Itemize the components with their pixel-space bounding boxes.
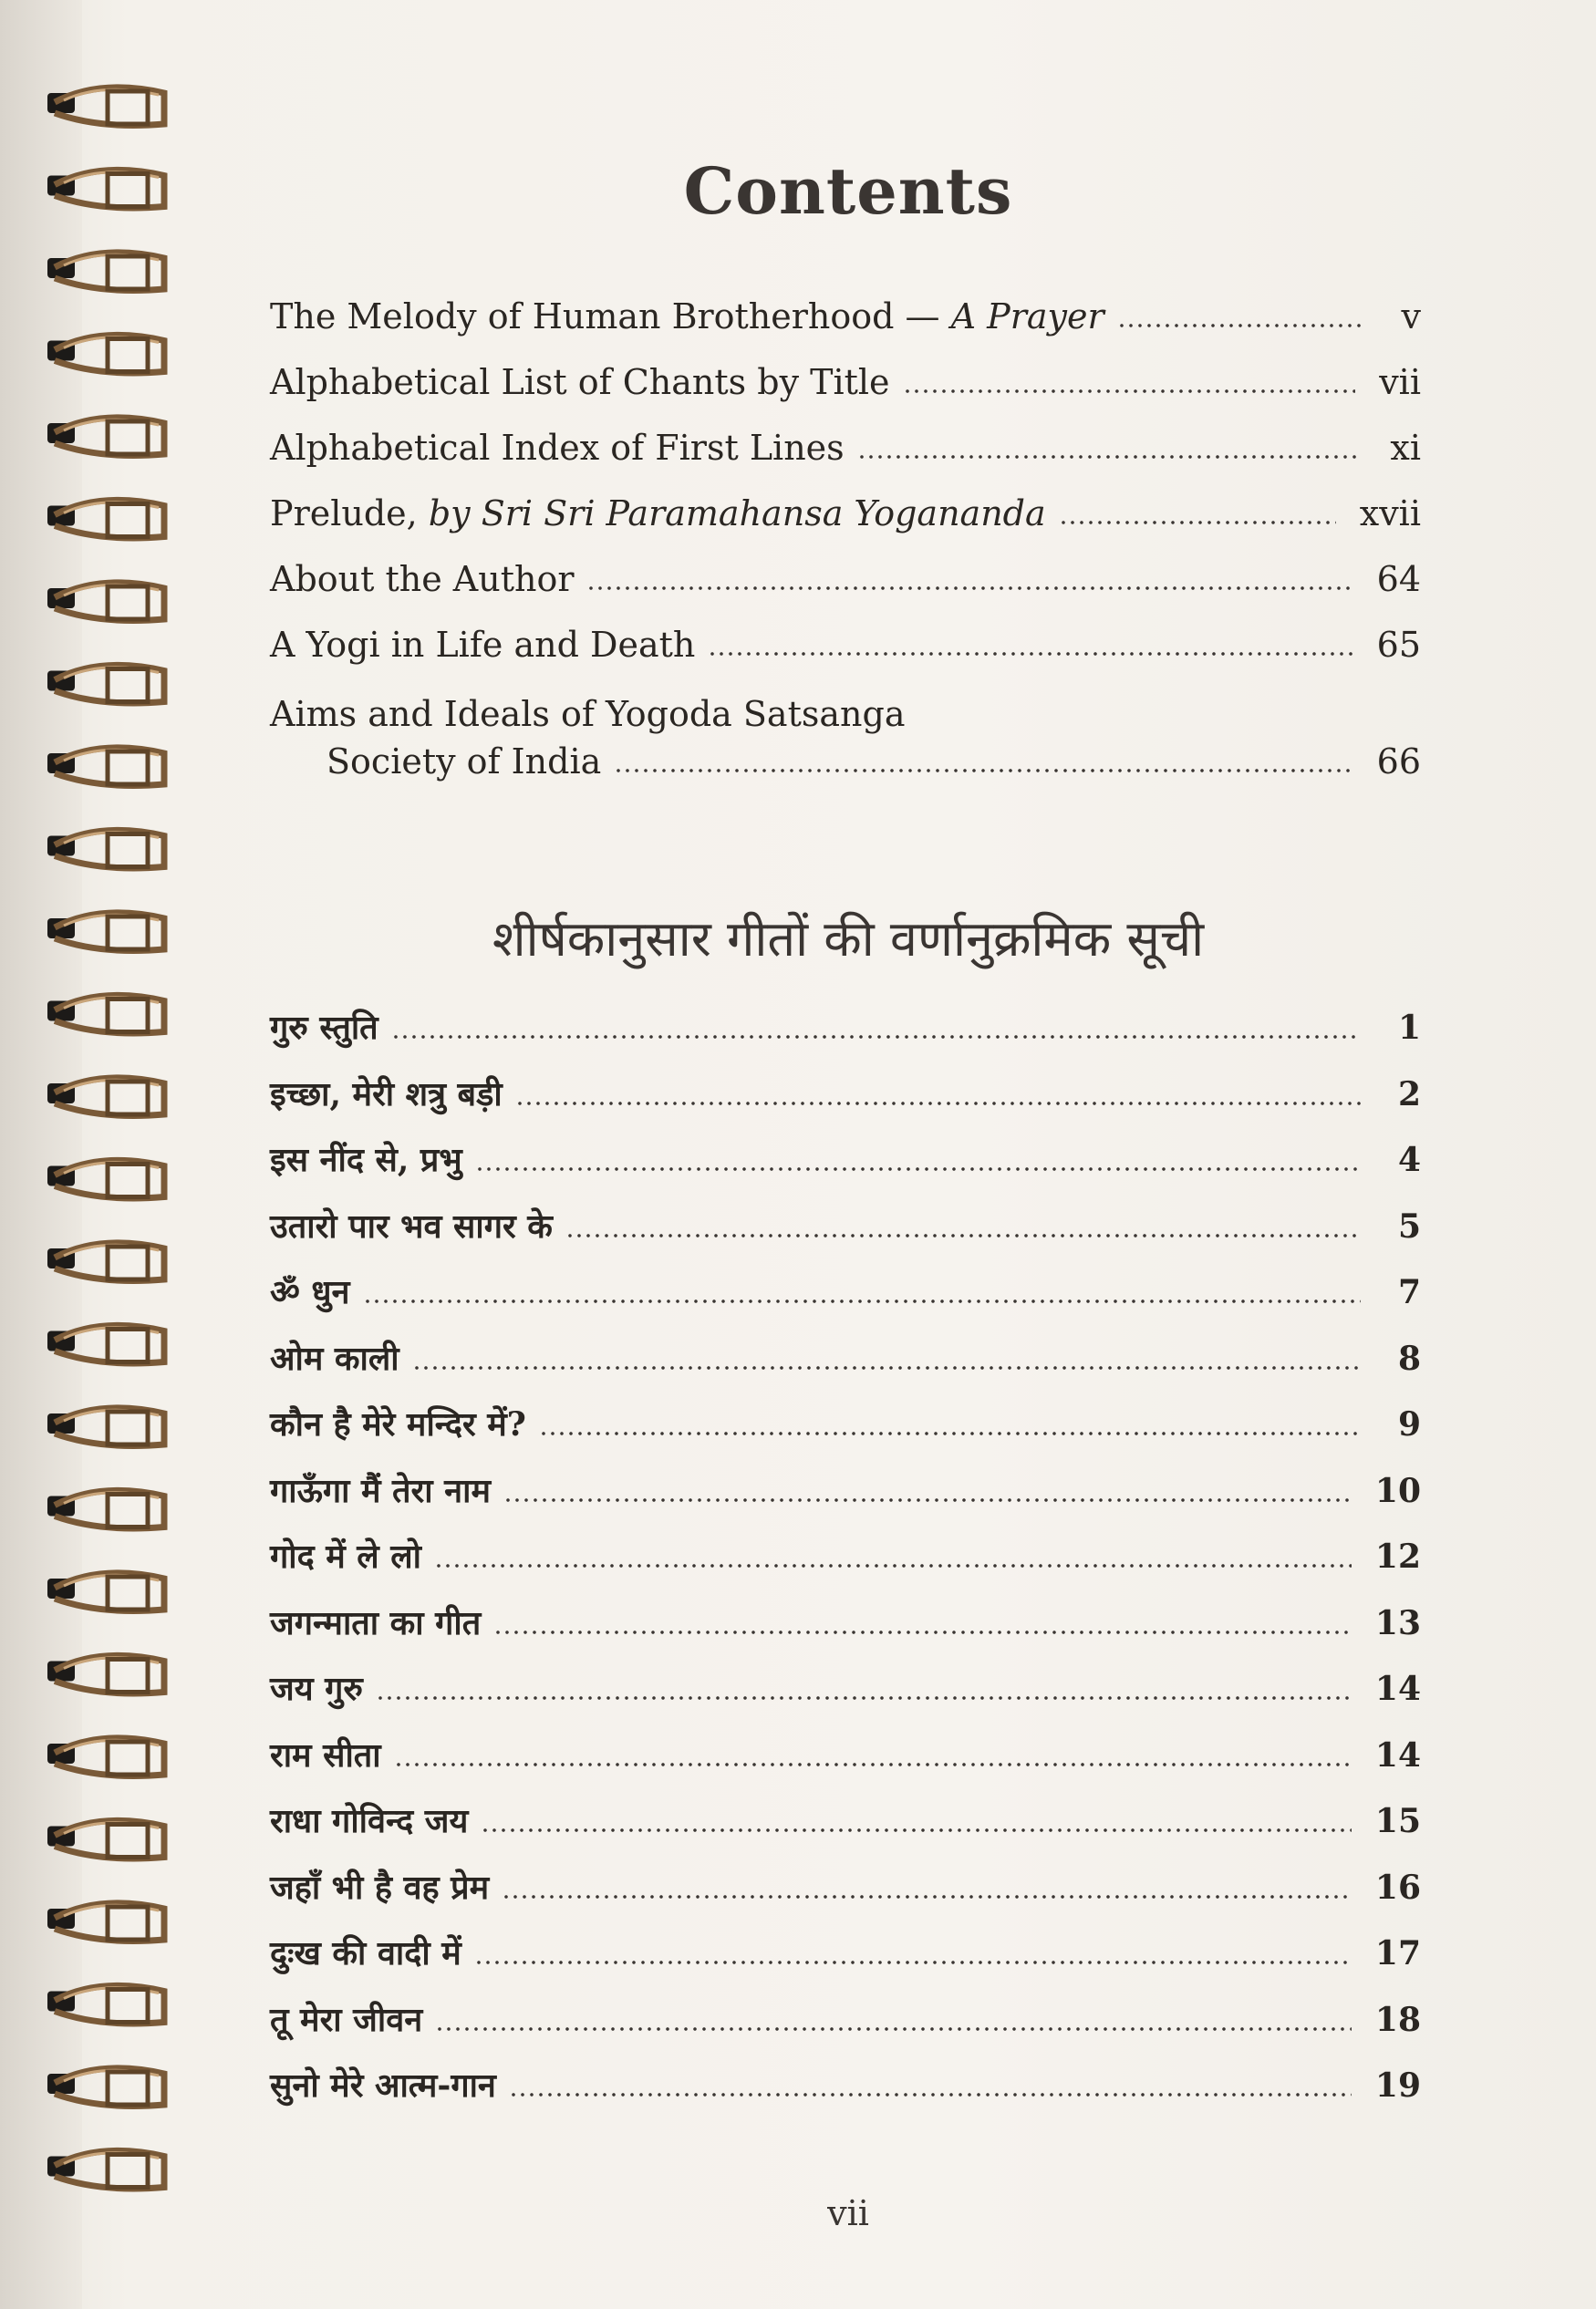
binding-ring	[47, 665, 164, 703]
dot-leader	[1059, 520, 1336, 525]
entry-page: xvii	[1359, 493, 1421, 533]
dot-leader	[1117, 323, 1361, 328]
chant-title: उतारो पार भव सागर के	[270, 1206, 553, 1246]
chant-page: 17	[1374, 1934, 1421, 1972]
entry-page: 65	[1376, 625, 1421, 665]
binding-ring	[47, 1078, 164, 1116]
entry-title-italic: A Prayer	[950, 296, 1104, 337]
dot-leader	[474, 1960, 1352, 1965]
chant-entry[interactable]	[270, 1258, 1421, 1313]
chant-title: सुनो मेरे आत्म-गान	[270, 2066, 496, 2105]
contents-entry[interactable]	[326, 728, 1421, 782]
chant-page: 19	[1374, 2066, 1421, 2105]
entry-title: A Yogi in Life and Death	[270, 625, 696, 665]
dot-leader	[412, 1365, 1361, 1371]
contents-entry[interactable]	[270, 545, 1421, 600]
chant-entry[interactable]	[270, 1325, 1421, 1380]
chant-page: 12	[1374, 1538, 1421, 1576]
binding-ring	[47, 830, 164, 868]
entry-page: v	[1401, 296, 1421, 337]
binding-ring	[47, 1820, 164, 1859]
dot-leader	[614, 768, 1352, 773]
dot-leader	[565, 1233, 1361, 1238]
chant-title: जहाँ भी है वह प्रेम	[270, 1868, 490, 1907]
binding-ring	[47, 1490, 164, 1528]
page-number: vii	[827, 2193, 869, 2233]
dot-leader	[493, 1630, 1352, 1635]
chant-entry[interactable]	[270, 1920, 1421, 1974]
chant-entry[interactable]	[270, 1787, 1421, 1842]
binding-ring	[47, 1985, 164, 2024]
entry-page: 64	[1376, 559, 1421, 599]
dot-leader	[363, 1299, 1362, 1304]
contents-entry[interactable]	[270, 611, 1421, 666]
chant-title: इच्छा, मेरी शत्रु बड़ी	[270, 1074, 503, 1113]
chant-title: गाऊँगा मैं तेरा नाम	[270, 1471, 491, 1510]
dot-leader	[502, 1894, 1352, 1900]
chant-page: 13	[1374, 1603, 1421, 1642]
binding-ring	[47, 1903, 164, 1941]
chant-page: 14	[1374, 1735, 1421, 1775]
chant-page: 10	[1374, 1471, 1421, 1510]
chant-entry[interactable]	[270, 1061, 1421, 1115]
chant-entry[interactable]	[270, 1854, 1421, 1909]
chant-entry[interactable]	[270, 1523, 1421, 1578]
binding-ring	[47, 1408, 164, 1446]
chant-page: 9	[1397, 1405, 1421, 1444]
entry-title: Alphabetical Index of First Lines	[270, 428, 845, 468]
dot-leader	[391, 1034, 1361, 1040]
dot-leader	[481, 1828, 1352, 1833]
dot-leader	[857, 454, 1361, 460]
page-title: Contents	[683, 153, 1013, 229]
chant-entry[interactable]	[270, 1457, 1421, 1512]
dot-leader	[376, 1695, 1352, 1701]
chant-entry[interactable]	[270, 2052, 1421, 2107]
binding-ring	[47, 995, 164, 1033]
chant-entry[interactable]	[270, 1193, 1421, 1248]
chant-title: राधा गोविन्द जय	[270, 1802, 469, 1840]
entry-page: vii	[1379, 362, 1421, 402]
binding-ring	[47, 1738, 164, 1776]
binding-ring	[47, 748, 164, 786]
entry-title: Society of India	[326, 741, 602, 782]
entry-title: Alphabetical List of Chants by Title	[270, 362, 890, 402]
binding-ring	[47, 500, 164, 538]
chant-page: 16	[1374, 1868, 1421, 1907]
binding-ring	[47, 2068, 164, 2107]
entry-title-italic: by Sri Sri Paramahansa Yogananda	[428, 493, 1046, 533]
dot-leader	[394, 1762, 1352, 1767]
chant-page: 4	[1397, 1141, 1421, 1179]
chant-title: गुरु स्तुति	[270, 1009, 378, 1047]
chant-page: 2	[1397, 1074, 1421, 1113]
entry-title: Prelude,	[270, 493, 429, 533]
chant-entry[interactable]	[270, 1391, 1421, 1445]
chant-entry[interactable]	[270, 1655, 1421, 1710]
entry-title-first-line[interactable]: Aims and Ideals of Yogoda Satsanga	[270, 694, 906, 734]
chant-title: राम सीता	[270, 1735, 381, 1775]
binding-ring	[47, 335, 164, 373]
binding-ring	[47, 2150, 164, 2189]
chant-page: 8	[1397, 1339, 1421, 1378]
dot-leader	[434, 1563, 1352, 1569]
chant-title: ॐ धुन	[270, 1273, 350, 1311]
dot-leader	[708, 651, 1352, 657]
chant-entry[interactable]	[270, 1126, 1421, 1181]
binding-ring	[47, 583, 164, 621]
chant-title: जगन्माता का गीत	[270, 1603, 482, 1642]
contents-entry[interactable]	[270, 348, 1421, 403]
hindi-section-heading: शीर्षकानुसार गीतों की वर्णानुक्रमिक सूची	[492, 910, 1205, 968]
chant-page: 7	[1397, 1273, 1421, 1311]
contents-entry[interactable]	[270, 480, 1421, 534]
binding-ring	[47, 1160, 164, 1198]
entry-page: 66	[1376, 741, 1421, 782]
chant-entry[interactable]	[270, 994, 1421, 1049]
entry-title: The Melody of Human Brotherhood —	[270, 296, 951, 337]
contents-entry[interactable]	[270, 283, 1421, 337]
binding-ring	[47, 253, 164, 291]
binding-ring	[47, 1573, 164, 1611]
spiral-binding	[0, 0, 182, 2309]
chant-title: इस नींद से, प्रभु	[270, 1141, 462, 1179]
dot-leader	[539, 1431, 1361, 1436]
chant-title: तू मेरा जीवन	[270, 2000, 423, 2039]
entry-page: xi	[1390, 428, 1421, 468]
dot-leader	[475, 1166, 1361, 1172]
chant-title: कौन है मेरे मन्दिर में?	[270, 1405, 526, 1444]
binding-ring	[47, 1243, 164, 1281]
chant-title: दुःख की वादी में	[270, 1934, 461, 1972]
chant-title: ओम काली	[270, 1339, 399, 1378]
chant-entry[interactable]	[270, 1722, 1421, 1776]
binding-ring	[47, 88, 164, 126]
chant-page: 14	[1374, 1670, 1421, 1708]
chant-page: 5	[1397, 1206, 1421, 1246]
chant-page: 1	[1397, 1009, 1421, 1047]
dot-leader	[515, 1101, 1361, 1106]
binding-ring	[47, 418, 164, 456]
chant-title: गोद में ले लो	[270, 1538, 421, 1576]
entry-title: About the Author	[270, 559, 575, 599]
dot-leader	[903, 388, 1356, 394]
chant-entry[interactable]	[270, 1986, 1421, 2041]
contents-entry[interactable]	[270, 414, 1421, 469]
chant-page: 18	[1374, 2000, 1421, 2039]
binding-ring	[47, 1325, 164, 1363]
binding-ring	[47, 1655, 164, 1693]
dot-leader	[586, 585, 1352, 591]
dot-leader	[503, 1497, 1352, 1503]
chant-entry[interactable]	[270, 1589, 1421, 1644]
chant-page: 15	[1374, 1802, 1421, 1840]
dot-leader	[435, 2026, 1352, 2032]
chant-title: जय गुरु	[270, 1670, 363, 1708]
dot-leader	[509, 2092, 1352, 2097]
